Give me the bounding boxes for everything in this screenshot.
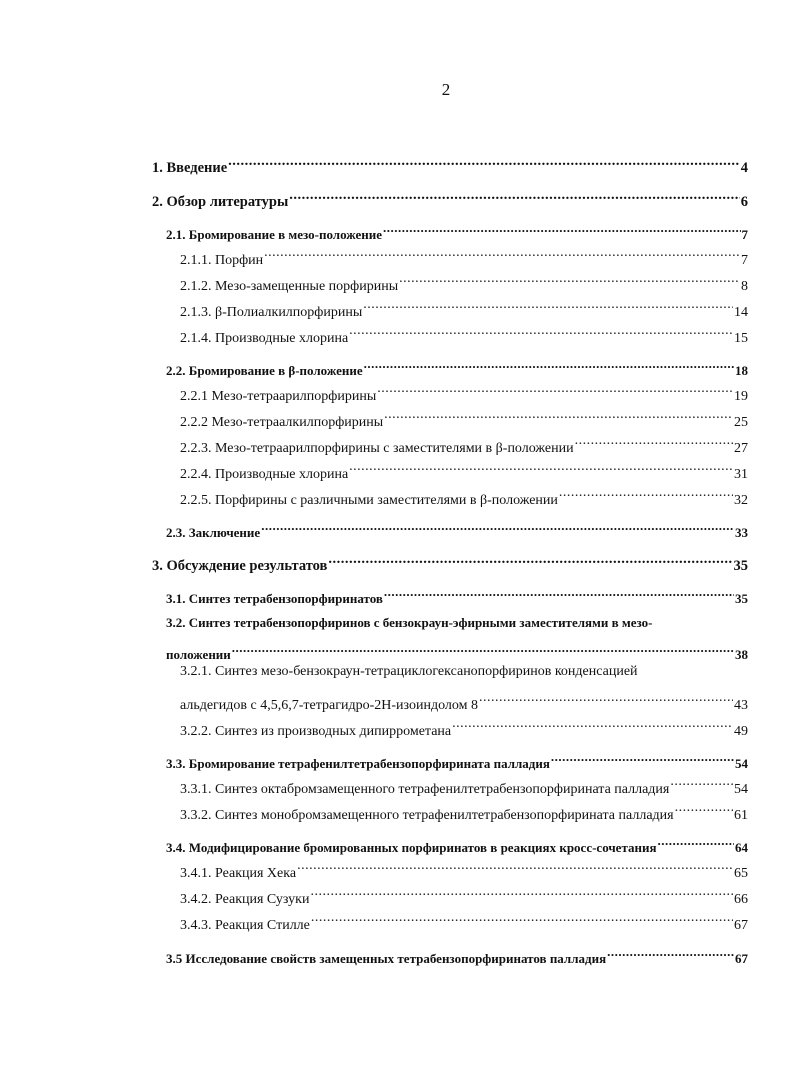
toc-entry-label: 3.5 Исследование свойств замещенных тетрабензопорфиринатов палладия [166, 951, 607, 966]
toc-entry-page: 64 [735, 840, 748, 855]
toc-entry-label: 3.3.1. Синтез октабромзамещенного тетрафенилтетрабензопорфирината палладия [180, 782, 670, 797]
toc-entry-label-line1: 3.2. Синтез тетрабензопорфиринов с бензокраун-эфирными заместителями в мезо- [166, 615, 653, 630]
leader-dots [399, 268, 740, 290]
toc-entry-label: 2.1.2. Мезо-замещенные порфирины [180, 279, 399, 294]
toc-entry-label: 2.3. Заключение [166, 525, 261, 540]
toc-entry [152, 548, 748, 574]
toc-entry-label: 3.3. Бромирование тетрафенилтетрабензопорфирината палладия [166, 756, 550, 771]
leader-dots [364, 353, 734, 375]
toc-entry-label-line1: 3.2.1. Синтез мезо-бензокраун-тетрациклогексанопорфиринов конденсацией [180, 664, 638, 679]
toc-entry-page: 54 [735, 756, 748, 771]
toc-entry [166, 581, 748, 606]
toc-entry [180, 797, 748, 823]
toc-entry [166, 941, 748, 966]
toc-entry [180, 378, 748, 404]
leader-dots [311, 907, 733, 929]
leader-dots [289, 184, 739, 206]
toc-entry [166, 830, 748, 855]
leader-dots [675, 797, 733, 819]
toc-entry-page: 54 [734, 782, 748, 797]
toc-entry-label: 2.2.4. Производные хлорина [180, 467, 349, 482]
toc-entry-page: 7 [741, 227, 748, 242]
toc-entry-label: положении [166, 647, 231, 662]
leader-dots [383, 217, 740, 239]
toc-entry [180, 456, 748, 482]
leader-dots [384, 581, 734, 603]
toc-entry [180, 855, 748, 881]
toc-entry-page: 32 [734, 493, 748, 508]
leader-dots [551, 746, 734, 768]
toc-entry [166, 515, 748, 540]
toc-entry-label: 2.1. Бромирование в мезо-положение [166, 227, 383, 242]
toc-entry-page: 61 [734, 808, 748, 823]
toc-entry-label: 3. Обсуждение результатов [152, 558, 328, 574]
toc-entry-page: 4 [740, 160, 748, 176]
toc-entry-label: 2.1.3. β-Полиалкилпорфирины [180, 305, 363, 320]
toc-entry [180, 294, 748, 320]
toc-entry-label: 3.2.2. Синтез из производных дипиррометана [180, 724, 452, 739]
leader-dots [261, 515, 734, 537]
toc-entry-page: 38 [735, 647, 748, 662]
toc-entry-label: 2.2.5. Порфирины с различными заместителями в β-положении [180, 493, 558, 508]
toc-entry [180, 482, 748, 508]
toc-entry-label: 3.4. Модифицирование бромированных порфиринатов в реакциях кросс-сочетания [166, 840, 657, 855]
toc-entry-label: 2.1.4. Производные хлорина [180, 331, 349, 346]
leader-dots [384, 404, 733, 426]
toc-entry-page: 31 [734, 467, 748, 482]
leader-dots [658, 830, 734, 852]
toc-entry-label: 2.2.1 Мезо-тетраарилпорфирины [180, 389, 377, 404]
leader-dots [575, 430, 733, 452]
toc-entry [180, 881, 748, 907]
toc-entry-page: 66 [734, 892, 748, 907]
toc-entry [180, 404, 748, 430]
leader-dots [363, 294, 733, 316]
toc-entry-page: 67 [735, 951, 748, 966]
leader-dots [232, 637, 734, 659]
toc-entry [166, 353, 748, 378]
toc-entry-page: 8 [741, 279, 748, 294]
leader-dots [479, 687, 733, 709]
leader-dots [228, 150, 740, 172]
toc-entry-page: 18 [735, 363, 748, 378]
leader-dots [264, 242, 740, 264]
leader-dots [349, 456, 733, 478]
toc-entry [166, 217, 748, 242]
toc-entry-label: 3.4.1. Реакция Хека [180, 866, 297, 881]
toc-entry [180, 713, 748, 739]
toc-entry-page: 35 [735, 591, 748, 606]
leader-dots [297, 855, 733, 877]
toc-entry-page: 35 [733, 558, 748, 574]
toc-entry-label: 2.1.1. Порфин [180, 253, 264, 268]
toc-entry-label: 2.2.2 Мезо-тетраалкилпорфирины [180, 415, 384, 430]
leader-dots [670, 771, 733, 793]
toc-entry-page: 49 [734, 724, 748, 739]
toc-entry-label: альдегидов с 4,5,6,7-тетрагидро-2Н-изоиндолом 8 [180, 698, 478, 713]
page-number: 2 [441, 80, 451, 99]
toc-entry [166, 637, 748, 662]
leader-dots [310, 881, 733, 903]
toc-entry [180, 907, 748, 933]
toc-entry-page: 33 [735, 525, 748, 540]
toc-entry-label: 2.2.3. Мезо-тетраарилпорфирины с заместителями в β-положении [180, 441, 574, 456]
toc-entry-label: 3.1. Синтез тетрабензопорфиринатов [166, 591, 383, 606]
toc-entry [180, 771, 748, 797]
toc-entry-label: 2.2. Бромирование в β-положение [166, 363, 363, 378]
toc-entry [180, 242, 748, 268]
toc-entry-label: 1. Введение [152, 160, 228, 176]
toc-entry [152, 150, 748, 176]
toc-entry [180, 687, 748, 713]
toc-entry-label: 3.4.2. Реакция Сузуки [180, 892, 310, 907]
toc-entry-label: 3.4.3. Реакция Стилле [180, 918, 310, 933]
toc-entry-page: 7 [741, 253, 748, 268]
toc-entry [152, 184, 748, 210]
leader-dots [328, 548, 732, 570]
toc-entry-page: 25 [734, 415, 748, 430]
toc-entry-page: 15 [734, 331, 748, 346]
leader-dots [559, 482, 733, 504]
leader-dots [377, 378, 733, 400]
toc-entry-page: 14 [734, 305, 748, 320]
toc-entry-label: 2. Обзор литературы [152, 194, 289, 210]
toc-entry-page: 19 [734, 389, 748, 404]
leader-dots [607, 941, 734, 963]
toc-entry-page: 67 [734, 918, 748, 933]
toc-entry-page: 43 [734, 698, 748, 713]
toc-entry [180, 320, 748, 346]
toc-entry [166, 746, 748, 771]
toc-entry-page: 6 [740, 194, 748, 210]
leader-dots [452, 713, 733, 735]
leader-dots [349, 320, 733, 342]
toc-entry [180, 268, 748, 294]
toc-entry [180, 430, 748, 456]
toc-entry-page: 65 [734, 866, 748, 881]
toc-entry-label: 3.3.2. Синтез монобромзамещенного тетрафенилтетрабензопорфирината палладия [180, 808, 674, 823]
toc-entry-page: 27 [734, 441, 748, 456]
